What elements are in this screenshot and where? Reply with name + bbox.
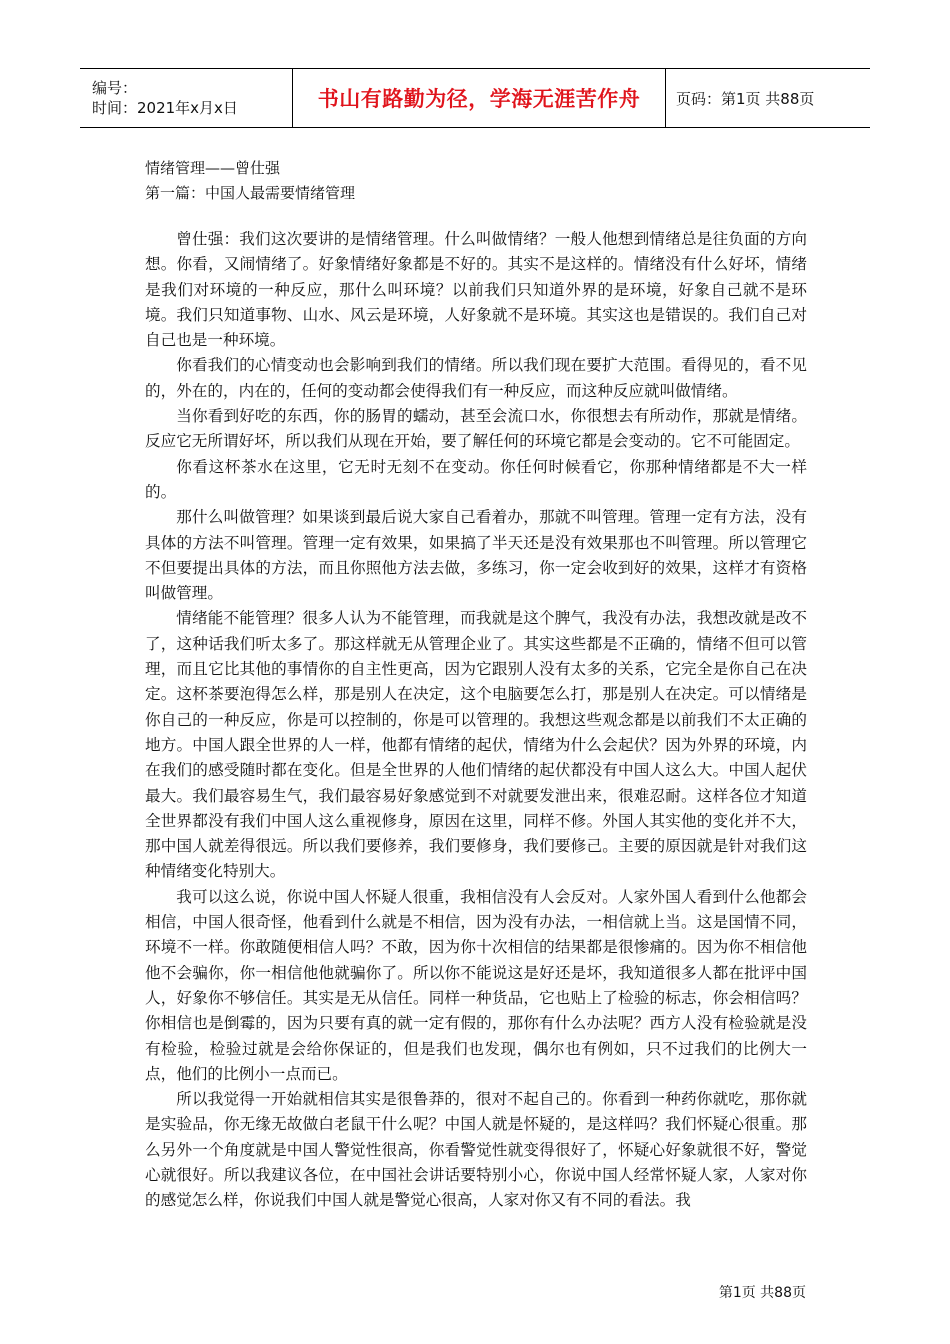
footer-page-label: 第1页 共88页	[718, 1285, 806, 1301]
document-title: 情绪管理——曾仕强	[145, 159, 281, 177]
header-page-cell	[666, 69, 870, 127]
document-subtitle: 第一篇：中国人最需要情绪管理	[145, 184, 356, 202]
paragraph-6: 情绪能不能管理？很多人认为不能管理，而我就是这个脾气，我没有办法，我想改就是改不了，这种话我们听太多了。那这样就无从管理企业了。其实这些都是不正确的，情绪不但可以管理，而且它比其他的事情你的自主性更高，因为它跟别人没有太多的关系，它完全是你自己在决定。这杯茶要泡得怎么样，那是别人在决定，这个电脑要怎么打，那是别人在决定。可以情绪是你自己的一种反应，你是可以控制的，你是可以管理的。我想这些观念都是以前我们不太正确的地方。中国人跟全世界的人一样，他都有情绪的起伏，情绪为什么会起伏？因为外界的环境，内在我们的感受随时都在变化。但是全世界的人他们情绪的起伏都没有中国人这么大。中国人起伏最大。我们最容易生气，我们最容易好象感觉到不对就要发泄出来，很难忍耐。这样各位才知道全世界都没有我们中国人这么重视修身，原因在这里，同样不修。外国人其实他的变化并不大，那中国人就差得很远。所以我们要修养，我们要修身，我们要修己。主要的原因就是针对我们这种情绪变化特别大。	[145, 609, 807, 881]
paragraph-3: 当你看到好吃的东西，你的肠胃的蠕动，甚至会流口水，你很想去有所动作，那就是情绪。反应它无所谓好坏，所以我们从现在开始，要了解任何的环境它都是会变动的。它不可能固定。	[145, 407, 807, 451]
paragraph-8: 所以我觉得一开始就相信其实是很鲁莽的，很对不起自己的。你看到一种药你就吃，那你就是实验品，你无缘无故做白老鼠干什么呢？中国人就是怀疑的，是这样吗？我们怀疑心很重。那么另外一个角度就是中国人警觉性很高，你看警觉性就变得很好了，怀疑心好象就很不好，警觉心就很好。所以我建议各位，在中国社会讲话要特别小心，你说中国人经常怀疑人家，人家对你的感觉怎么样，你说我们中国人就是警觉心很高，人家对你又有不同的看法。我	[145, 1090, 807, 1210]
paragraph-2: 你看我们的心情变动也会影响到我们的情绪。所以我们现在要扩大范围。看得见的，看不见的，外在的，内在的，任何的变动都会使得我们有一种反应，而这种反应就叫做情绪。	[145, 356, 807, 400]
paragraph-7: 我可以这么说，你说中国人怀疑人很重，我相信没有人会反对。人家外国人看到什么他都会相信，中国人很奇怪，他看到什么就是不相信，因为没有办法，一相信就上当。这是国情不同，环境不一样。你敢随便相信人吗？不敢，因为你十次相信的结果都是很惨痛的。因为你不相信他他不会骗你，你一相信他他就骗你了。所以你不能说这是好还是坏，我知道很多人都在批评中国人，好象你不够信任。其实是无从信任。同样一种货品，它也贴上了检验的标志，你会相信吗？你相信也是倒霉的，因为只要有真的就一定有假的，那你有什么办法呢？西方人没有检验就是没有检验，检验过就是会给你保证的，但是我们也发现，偶尔也有例如，只不过我们的比例大一点，他们的比例小一点而已。	[145, 887, 807, 1083]
header-page-label: 页码：第1页 共88页	[676, 89, 815, 108]
document-body	[145, 156, 807, 1214]
header-motto: 书山有路勤为径，学海无涯苦作舟	[317, 87, 641, 111]
paragraph-4: 你看这杯茶水在这里，它无时无刻不在变动。你任何时候看它，你那种情绪都是不大一样的。	[145, 457, 807, 501]
header-time-label: 时间：2021年x月x日	[92, 99, 238, 117]
page-footer	[719, 1282, 806, 1302]
spacer	[145, 206, 807, 227]
paragraph-5: 那什么叫做管理？如果谈到最后说大家自己看着办，那就不叫管理。管理一定有方法，没有具体的方法不叫管理。管理一定有效果，如果搞了半天还是没有效果那也不叫管理。所以管理它不但要提出具体的方法，而且你照他方法去做，多练习，你一定会收到好的效果，这样才有资格叫做管理。	[145, 508, 807, 603]
page-header	[80, 68, 870, 128]
header-motto-cell	[292, 69, 666, 127]
paragraph-1: 曾仕强：我们这次要讲的是情绪管理。什么叫做情绪？一般人他想到情绪总是往负面的方向想。你看，又闹情绪了。好象情绪好象都是不好的。其实不是这样的。情绪没有什么好坏，情绪是我们对环境的一种反应，那什么叫环境？以前我们只知道外界的是环境，好象自己就不是环境。我们只知道事物、山水、风云是环境，人好象就不是环境。其实这也是错误的。我们自己对自己也是一种环境。	[145, 230, 807, 350]
header-meta	[80, 69, 292, 127]
header-number-label: 编号：	[92, 79, 138, 97]
